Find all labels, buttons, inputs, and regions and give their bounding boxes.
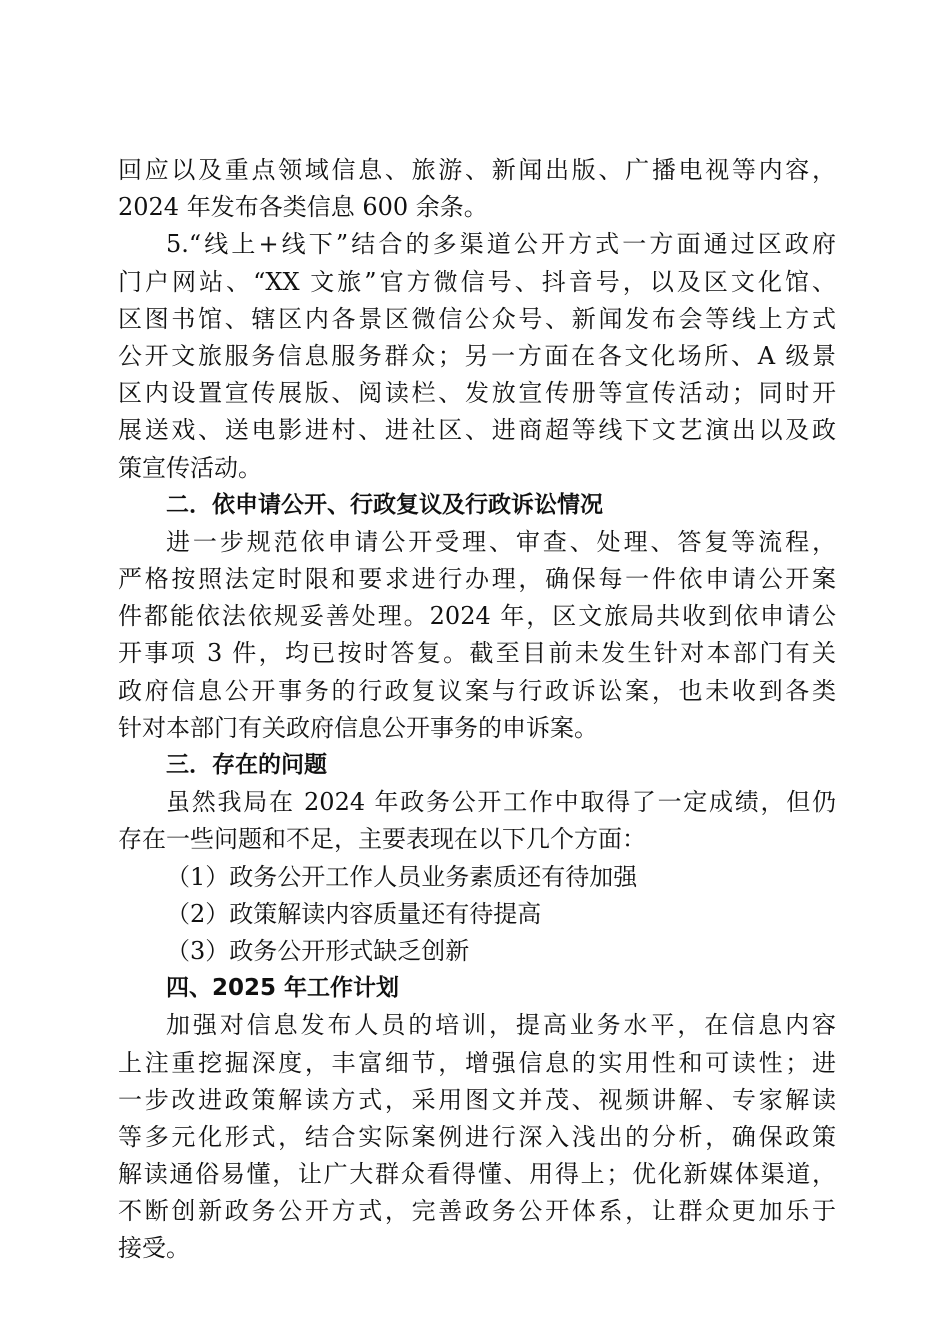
text-line: 上注重挖掘深度，丰富细节，增强信息的实用性和可读性；进 xyxy=(118,1048,836,1077)
text-line: 展送戏、送电影进村、进社区、进商超等线下文艺演出以及政 xyxy=(118,416,836,445)
section-heading: 二．依申请公开、行政复议及行政诉讼情况 xyxy=(166,491,603,518)
text-line: 区内设置宣传展版、阅读栏、发放宣传册等宣传活动；同时开 xyxy=(118,379,836,408)
text-line: 进一步规范依申请公开受理、审查、处理、答复等流程， xyxy=(166,527,836,556)
text-line: 件都能依法依规妥善处理。2024 年，区文旅局共收到依申请公 xyxy=(118,602,836,631)
text-line: 存在一些问题和不足，主要表现在以下几个方面： xyxy=(118,825,646,854)
text-line: 回应以及重点领域信息、旅游、新闻出版、广播电视等内容， xyxy=(118,156,836,184)
text-line: 接受。 xyxy=(118,1234,190,1263)
document-page xyxy=(118,152,836,1268)
text-line: 5.“线上+线下”结合的多渠道公开方式一方面通过区政府 xyxy=(166,230,836,259)
text-line: 策宣传活动。 xyxy=(118,453,262,482)
text-line: 政府信息公开事务的行政复议案与行政诉讼案，也未收到各类 xyxy=(118,676,836,705)
text-line: 门户网站、“XX 文旅”官方微信号、抖音号，以及区文化馆、 xyxy=(118,267,836,296)
text-line: 公开文旅服务信息服务群众；另一方面在各文化场所、A 级景 xyxy=(118,341,836,370)
text-line: 解读通俗易懂，让广大群众看得懂、用得上；优化新媒体渠道， xyxy=(118,1160,836,1189)
text-line: 针对本部门有关政府信息公开事务的申诉案。 xyxy=(118,713,598,742)
text-line: 虽然我局在 2024 年政务公开工作中取得了一定成绩，但仍 xyxy=(166,788,836,817)
list-item: （1）政务公开工作人员业务素质还有待加强 xyxy=(166,862,638,891)
text-line: 等多元化形式，结合实际案例进行深入浅出的分析，确保政策 xyxy=(118,1122,836,1151)
text-line: 加强对信息发布人员的培训，提高业务水平，在信息内容 xyxy=(166,1011,836,1040)
text-line: 开事项 3 件，均已按时答复。截至目前未发生针对本部门有关 xyxy=(118,639,836,668)
list-item: （2）政策解读内容质量还有待提高 xyxy=(166,899,542,928)
text-line: 严格按照法定时限和要求进行办理，确保每一件依申请公开案 xyxy=(118,565,836,594)
text-line: 区图书馆、辖区内各景区微信公众号、新闻发布会等线上方式 xyxy=(118,304,836,333)
section-heading: 四、2025 年工作计划 xyxy=(166,975,400,1002)
list-item: （3）政务公开形式缺乏创新 xyxy=(166,936,470,965)
section-heading: 三．存在的问题 xyxy=(166,752,327,778)
text-line: 2024 年发布各类信息 600 余条。 xyxy=(118,193,488,222)
text-line: 一步改进政策解读方式，采用图文并茂、视频讲解、专家解读 xyxy=(118,1085,836,1114)
text-line: 不断创新政务公开方式，完善政务公开体系，让群众更加乐于 xyxy=(118,1197,836,1226)
